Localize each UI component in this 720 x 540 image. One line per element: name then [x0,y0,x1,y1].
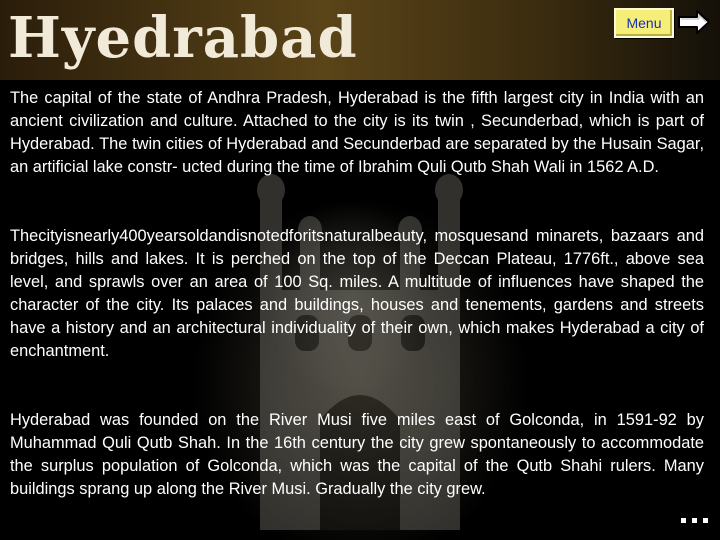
ellipsis-icon[interactable] [680,508,710,524]
paragraph-capital: The capital of the state of Andhra Pradesh, Hyderabad is the fifth largest city in India with an ancient civilization and culture. Attached to the city is its twin , Secunderbad, which is part of Hyderabad. The twin cities of Hyderabad and Secunderbad are separated by the Husain Sagar, an artificial lake constr- ucted during the time of Ibrahim Quli Qutb Shah Wali in 1562 A.D. [10,89,704,176]
paragraph-history: Thecityisnearly400yearsoldandisnotedforitsnaturalbeauty, mosquesand minarets, bazaars and bridges, hills and lakes. It is perched on the top of the Deccan Plateau, 1776ft., above sea level, and sprawls over an area of 100 Sq. miles. A multitude of influences have shaped the character of the city. Its palaces and buildings, houses and tenements, gardens and streets have a history and an architectural individuality of their own, which makes Hyderabad a city of enchantment. [10,227,704,360]
menu-button[interactable]: Menu [614,8,674,38]
page-title: Hyedrabad [8,5,358,71]
paragraph-founding: Hyderabad was founded on the River Musi five miles east of Golconda, in 1591-92 by Muhammad Quli Qutb Shah. In the 16th century the city grew spontaneously to accommodate the surplus population of Golconda, which was the capital of the Qutb Shahi rulers. Many buildings sprang up along the River Musi. Gradually the city grew. [10,411,704,498]
next-arrow-icon[interactable] [677,9,711,35]
